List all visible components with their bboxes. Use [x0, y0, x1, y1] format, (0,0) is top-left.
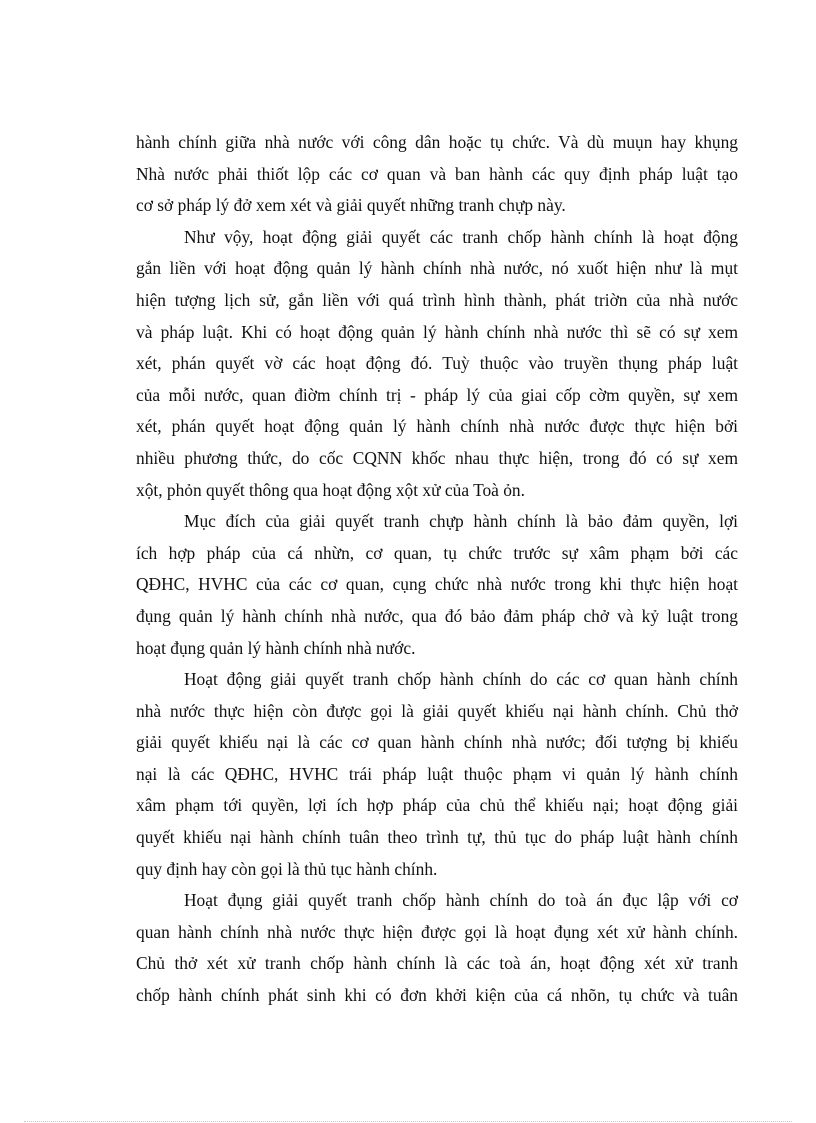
text-line: giải quyết khiếu nại là các cơ quan hành chính nhà nước; đối tượng bị khiếu	[136, 732, 738, 753]
text-line: đụng quản lý hành chính nhà nước, qua đó bảo đảm pháp chở và kỷ luật trong	[136, 605, 738, 626]
text-line: quyết khiếu nại hành chính tuân theo trình tự, thủ tục do pháp luật hành chính	[136, 827, 738, 848]
text-line: Hoạt động giải quyết tranh chốp hành chính do các cơ quan hành chính	[184, 669, 738, 690]
text-line: hoạt đụng quản lý hành chính nhà nước.	[136, 637, 416, 658]
text-line: của mỗi nước, quan điờm chính trị - pháp lý của giai cốp cờm quyền, sự xem	[136, 384, 738, 405]
text-line: Hoạt đụng giải quyết tranh chốp hành chính do toà án đục lập với cơ	[184, 890, 738, 911]
text-line: xét, phán quyết hoạt động quản lý hành chính nhà nước được thực hiện bởi	[136, 416, 738, 437]
text-line: nhà nước thực hiện còn được gọi là giải quyết khiếu nại hành chính. Chủ thở	[136, 700, 738, 721]
text-line: nại là các QĐHC, HVHC trái pháp luật thuộc phạm vi quản lý hành chính	[136, 763, 738, 784]
text-line: quy định hay còn gọi là thủ tục hành chính.	[136, 858, 438, 879]
body-text	[136, 127, 738, 1012]
text-line: Nhà nước phải thiốt lộp các cơ quan và ban hành các quy định pháp luật tạo	[136, 163, 738, 184]
text-line: Chủ thở xét xử tranh chốp hành chính là các toà án, hoạt động xét xử tranh	[136, 953, 738, 974]
text-line: QĐHC, HVHC của các cơ quan, cụng chức nhà nước trong khi thực hiện hoạt	[136, 574, 738, 595]
text-line: ích hợp pháp của cá nhừn, cơ quan, tụ chức trước sự xâm phạm bởi các	[136, 542, 738, 563]
text-line: xét, phán quyết vờ các hoạt động đó. Tuỳ thuộc vào truyền thụng pháp luật	[136, 353, 738, 374]
text-line: hiện tượng lịch sử, gắn liền với quá trình hình thành, phát triờn của nhà nước	[136, 289, 738, 310]
text-line: xột, phỏn quyết thông qua hoạt động xột xử của Toà ỏn.	[136, 479, 525, 500]
text-line: nhiều phương thức, do cốc CQNN khốc nhau thực hiện, trong đó có sự xem	[136, 447, 738, 468]
paragraph	[136, 506, 738, 664]
paragraph	[136, 664, 738, 885]
text-line: hành chính giữa nhà nước với công dân hoặc tụ chức. Và dù muụn hay khụng	[136, 132, 738, 152]
text-line: gắn liền với hoạt động quản lý hành chính nhà nước, nó xuốt hiện như là mụt	[136, 258, 738, 279]
text-line: cơ sở pháp lý đở xem xét và giải quyết những tranh chựp này.	[136, 195, 566, 216]
paragraph	[136, 127, 738, 222]
text-line: Như vộy, hoạt động giải quyết các tranh chốp hành chính là hoạt động	[184, 226, 738, 247]
text-line: chốp hành chính phát sinh khi có đơn khởi kiện của cá nhõn, tụ chức và tuân	[136, 985, 738, 1006]
text-line: xâm phạm tới quyền, lợi ích hợp pháp của chủ thể khiếu nại; hoạt động giải	[136, 795, 738, 816]
text-line: Mục đích của giải quyết tranh chựp hành chính là bảo đảm quyền, lợi	[184, 511, 738, 532]
text-line: và pháp luật. Khi có hoạt động quản lý hành chính nhà nước thì sẽ có sự xem	[136, 321, 738, 342]
page-bottom-rule	[24, 1121, 792, 1122]
paragraph	[136, 885, 738, 1011]
paragraph	[136, 222, 738, 506]
text-line: quan hành chính nhà nước thực hiện được gọi là hoạt đụng xét xử hành chính.	[136, 921, 738, 942]
